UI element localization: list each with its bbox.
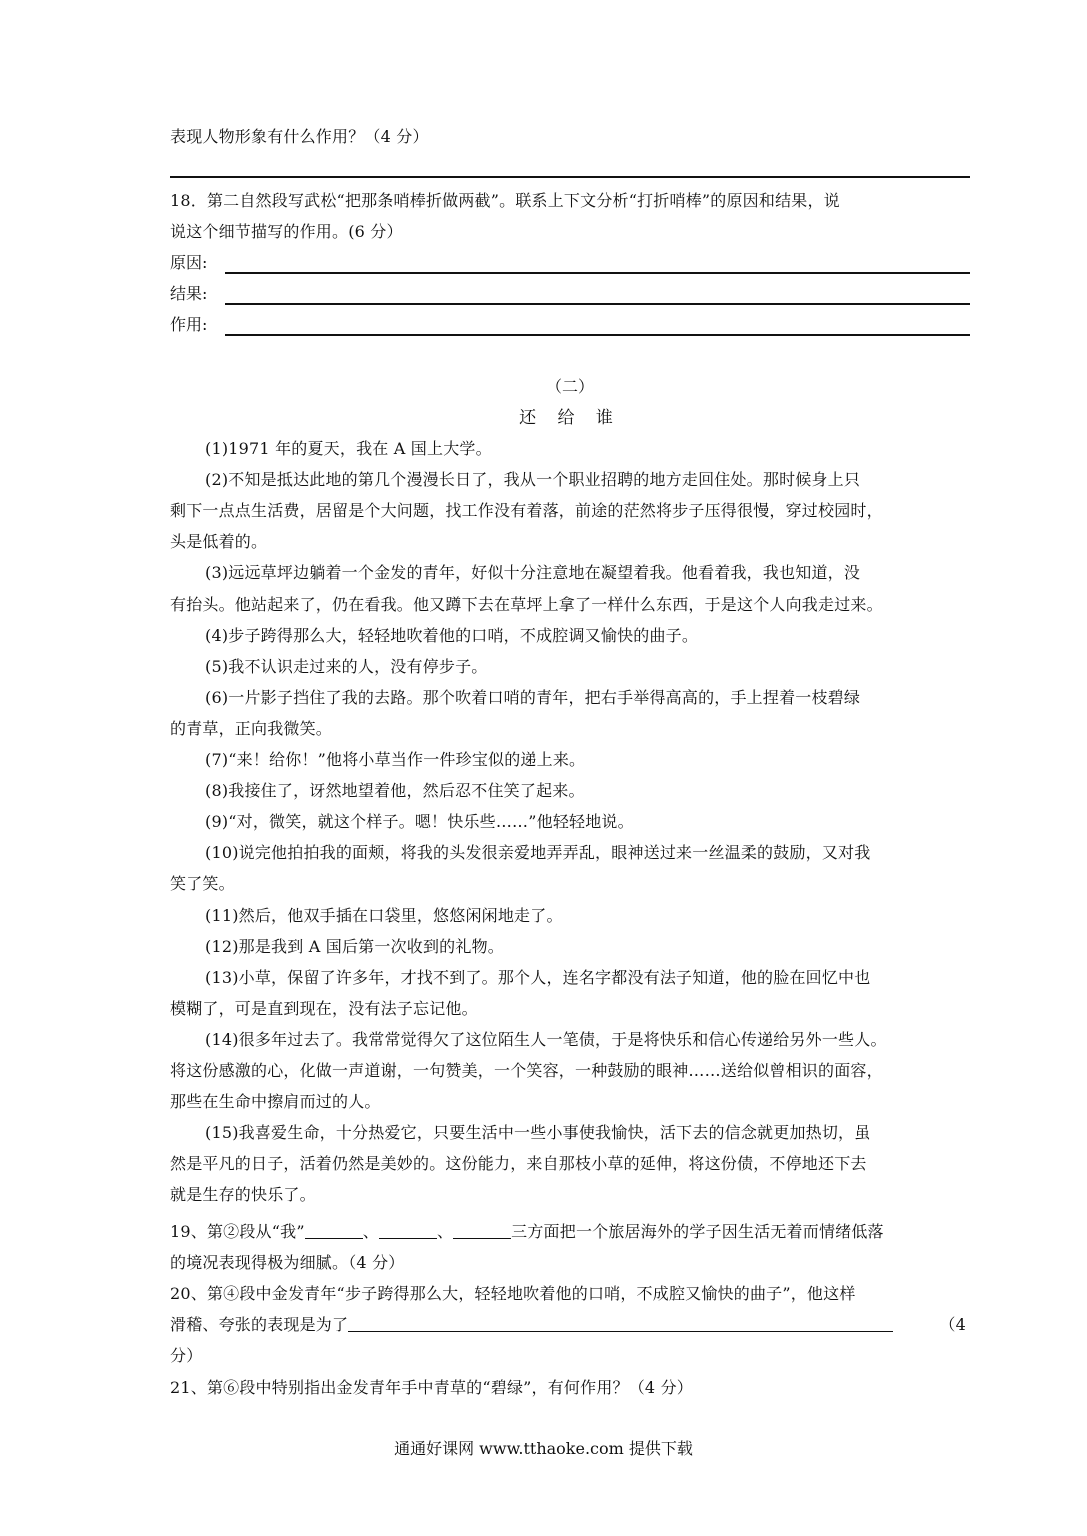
passage-line: 头是低着的。 (170, 532, 268, 551)
passage-line: 笑了笑。 (170, 874, 235, 893)
q20-line1: 20、第④段中金发青年“步子跨得那么大，轻轻地吹着他的口哨，不成腔又愉快的曲子”，他这样 (170, 1284, 856, 1303)
passage-line: (9)“对，微笑，就这个样子。嗯！快乐些……”他轻轻地说。 (205, 812, 634, 831)
passage-line: (10)说完他拍拍我的面颊，将我的头发很亲爱地弄弄乱，眼神送过来一丝温柔的鼓励，又对我 (205, 843, 871, 862)
q17-tail: 表现人物形象有什么作用？（4 分） (170, 127, 429, 146)
section-number: （二） (545, 377, 594, 396)
q18-reason-row (170, 252, 970, 274)
q20-blank[interactable] (348, 1315, 893, 1332)
passage-line: 然是平凡的日子，活着仍然是美妙的。这份能力，来自那枝小草的延伸，将这份债，不停地还下去 (170, 1154, 867, 1173)
passage-line: (15)我喜爱生命，十分热爱它，只要生活中一些小事使我愉快，活下去的信念就更加热切，虽 (205, 1123, 871, 1142)
answer-line-q17 (170, 176, 970, 178)
q20-line3: 分） (170, 1346, 203, 1365)
passage-line: (1)1971 年的夏天，我在 A 国上大学。 (205, 439, 492, 458)
q19-blank-3[interactable] (453, 1222, 511, 1239)
q18-result-label: 结果: (170, 284, 208, 303)
passage-line: (6)一片影子挡住了我的去路。那个吹着口哨的青年，把右手举得高高的，手上捏着一枝碧绿 (205, 688, 861, 707)
passage-line: 的青草，正向我微笑。 (170, 719, 333, 738)
footer: 通通好课网 www.tthaoke.com 提供下载 (394, 1439, 693, 1458)
q19-line2: 的境况表现得极为细腻。（4 分） (170, 1253, 405, 1272)
q19-sep-2: 、 (436, 1222, 454, 1241)
passage-line: (4)步子跨得那么大，轻轻地吹着他的口哨，不成腔调又愉快的曲子。 (205, 626, 699, 645)
q19-blank-2[interactable] (379, 1222, 437, 1239)
passage-line: (3)远远草坪边躺着一个金发的青年，好似十分注意地在凝望着我。他看着我，我也知道，没 (205, 563, 861, 582)
q18-effect-row (170, 314, 970, 336)
q19-line1 (170, 1221, 970, 1243)
q20-line2-prefix: 滑稽、夸张的表现是为了 (170, 1315, 349, 1334)
passage-line: 将这份感激的心，化做一声道谢，一句赞美，一个笑容，一种鼓励的眼神……送给似曾相识的面容， (170, 1061, 883, 1080)
q19-sep-1: 、 (362, 1222, 379, 1241)
passage-line: 就是生存的快乐了。 (170, 1185, 316, 1204)
passage-line: (2)不知是抵达此地的第几个漫漫长日了，我从一个职业招聘的地方走回住处。那时候身上只 (205, 470, 861, 489)
passage-line: (11)然后，他双手插在口袋里，悠悠闲闲地走了。 (205, 906, 563, 925)
q18-effect-label: 作用: (170, 315, 208, 334)
passage-line: (8)我接住了，讶然地望着他，然后忍不住笑了起来。 (205, 781, 585, 800)
passage-line: (5)我不认识走过来的人，没有停步子。 (205, 657, 488, 676)
passage-line: (13)小草，保留了许多年，才找不到了。那个人，连名字都没有法子知道，他的脸在回忆中也 (205, 968, 871, 987)
passage-line: 模糊了，可是直到现在，没有法子忘记他。 (170, 999, 478, 1018)
passage-line: (7)“来！给你！”他将小草当作一件珍宝似的递上来。 (205, 750, 586, 769)
passage-line: 剩下一点点生活费，居留是个大问题，找工作没有着落，前途的茫然将步子压得很慢，穿过校园时， (170, 501, 883, 520)
passage-title: 还 给 谁 (519, 408, 621, 428)
q19-prefix: 19、第②段从“我” (170, 1222, 305, 1241)
q18-result-blank[interactable] (225, 303, 970, 305)
q20-line2 (170, 1314, 970, 1336)
passage-line: 有抬头。他站起来了，仍在看我。他又蹲下去在草坪上拿了一样什么东西，于是这个人向我走过来。 (170, 595, 883, 614)
q18-line2: 说这个细节描写的作用。(6 分） (170, 222, 403, 241)
passage-line: (12)那是我到 A 国后第一次收到的礼物。 (205, 937, 504, 956)
q21: 21、第⑥段中特别指出金发青年手中青草的“碧绿”，有何作用？（4 分） (170, 1378, 693, 1397)
passage-line: (14)很多年过去了。我常常觉得欠了这位陌生人一笔债，于是将快乐和信心传递给另外一些人。 (205, 1030, 887, 1049)
q18-result-row (170, 283, 970, 305)
q18-reason-blank[interactable] (225, 272, 970, 274)
q20-line2-suffix: （4 (939, 1315, 966, 1334)
q19-blank-1[interactable] (305, 1222, 363, 1239)
q18-effect-blank[interactable] (225, 334, 970, 336)
q19-suffix: 三方面把一个旅居海外的学子因生活无着而情绪低落 (511, 1222, 884, 1241)
q18-reason-label: 原因: (170, 253, 208, 272)
q18-line1: 18．第二自然段写武松“把那条哨棒折做两截”。联系上下文分析“打折哨棒”的原因和结果，说 (170, 191, 840, 210)
passage-line: 那些在生命中擦肩而过的人。 (170, 1092, 381, 1111)
